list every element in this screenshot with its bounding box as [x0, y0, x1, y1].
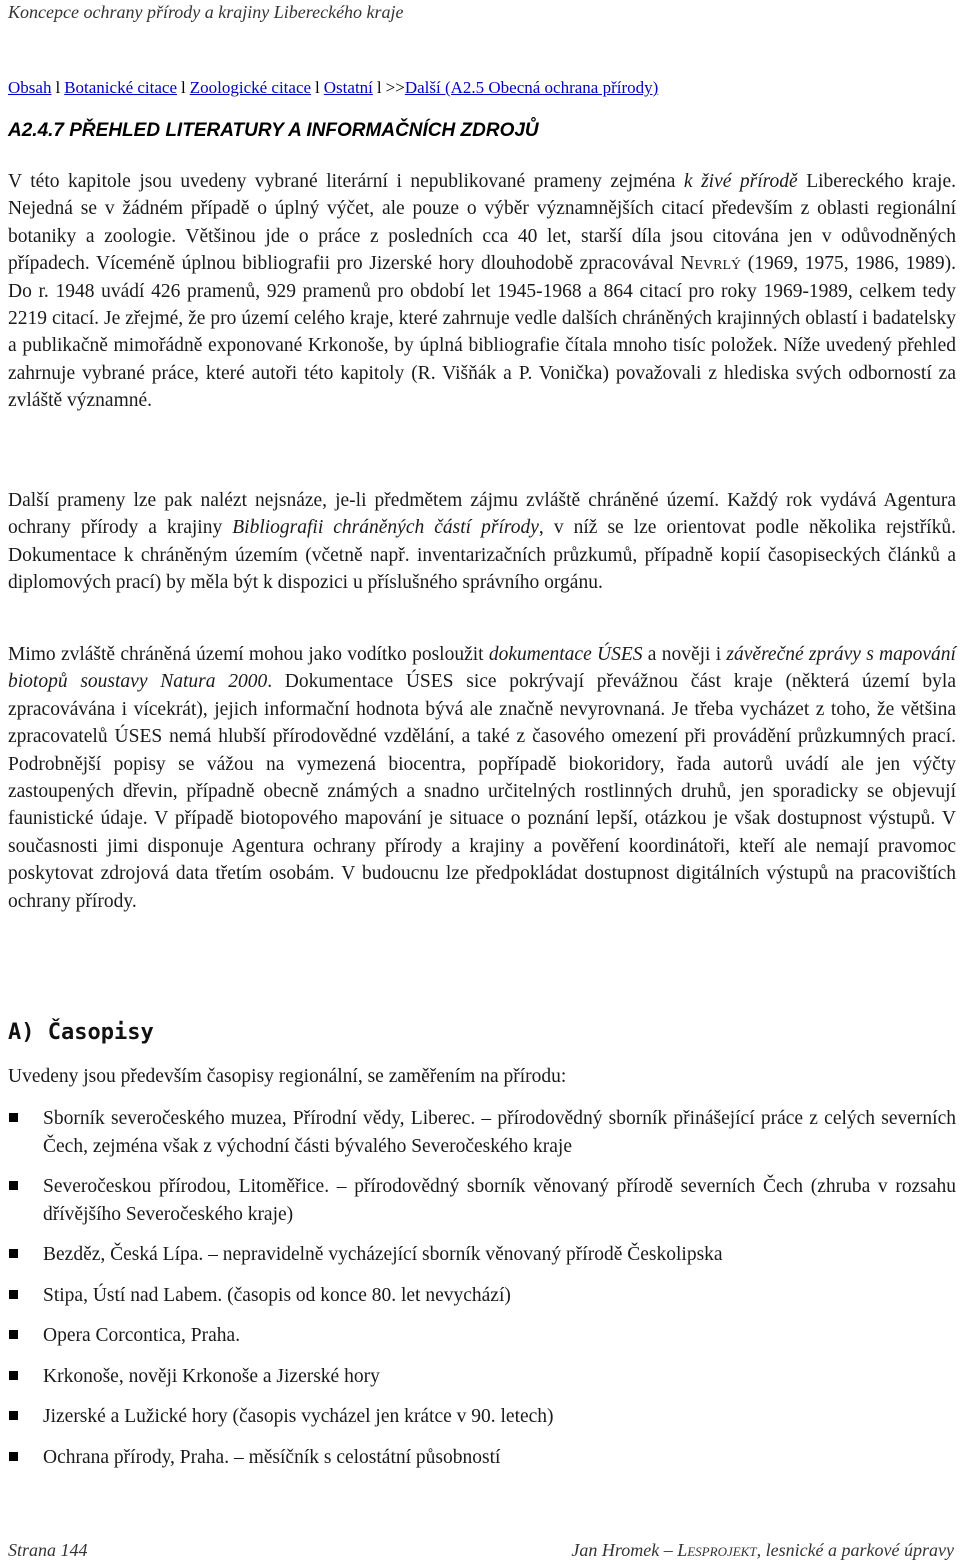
footer-company: Lesprojekt [677, 1540, 757, 1560]
bullet-square-icon [9, 1411, 18, 1420]
list-item-text: Opera Corcontica, Praha. [43, 1325, 241, 1346]
nav-link-other[interactable]: Ostatní [323, 78, 373, 97]
list-item [8, 1322, 956, 1350]
text-emphasis: Bibliografii chráněných částí přírody [232, 517, 539, 539]
journals-list [8, 1105, 956, 1484]
next-arrow: >> [385, 78, 405, 97]
list-item [8, 1363, 956, 1391]
bullet-square-icon [9, 1371, 18, 1380]
list-item [8, 1282, 956, 1310]
subsection-title: A) Časopisy [8, 1020, 154, 1045]
text-run: V této kapitole jsou uvedeny vybrané literární i nepublikované prameny zejména [8, 171, 684, 192]
bullet-square-icon [9, 1181, 18, 1190]
text-emphasis: dokumentace ÚSES [488, 644, 643, 665]
nav-separator: l [376, 78, 382, 97]
list-item [8, 1105, 956, 1160]
paragraph-uses [8, 641, 956, 915]
list-item-text: Stipa, Ústí nad Labem. (časopis od konce 80. let nevychází) [43, 1284, 511, 1306]
author-name: Nevrlý [680, 253, 742, 275]
nav-separator: l [315, 78, 320, 97]
nav-link-botanical-citations[interactable]: Botanické citace [64, 78, 177, 97]
bullet-square-icon [9, 1113, 18, 1122]
list-item-text: Sborník severočeského muzea, Přírodní vědy, Liberec. – přírodovědný sborník přinášející práce z celých severních Čech, zejména však z východní části bývalého Severočeského kraje [43, 1108, 956, 1157]
footer-author-name: Jan Hromek – [571, 1540, 678, 1560]
list-item [8, 1241, 956, 1269]
list-item-text: Krkonoše, nověji Krkonoše a Jizerské hory [43, 1365, 380, 1387]
footer-company-rest: , lesnické a parkové úpravy [756, 1540, 954, 1560]
list-item [8, 1173, 956, 1228]
footer-author [571, 1540, 954, 1561]
list-item [8, 1403, 956, 1431]
nav-link-zoological-citations[interactable]: Zoologické citace [189, 78, 312, 97]
text-emphasis: k živé přírodě [683, 171, 798, 192]
nav-separator: l [181, 78, 186, 97]
bullet-square-icon [9, 1330, 18, 1339]
text-run: , v níž se lze orientovat podle několika rejstříků. Dokumentace k chráněným územím (včetně např. inventarizačních průzkumů, případně kopií časopiseckých článků a diplomových prací) by měla být k dispozici u příslušného správního orgánu. [8, 517, 956, 594]
list-item-text: Severočeskou přírodou, Litoměřice. – přírodovědný sborník věnovaný přírodě severních Čech (zhruba v rozsahu dřívějšího Severočeského kraje) [43, 1176, 956, 1225]
section-title: A2.4.7 PŘEHLED LITERATURY A INFORMAČNÍCH ZDROJŮ [8, 120, 539, 141]
text-run: Další prameny lze pak nalézt nejsnáze, je-li předmětem zájmu zvláště chráněné území. Každý rok vydává Agentura ochrany přírody a krajiny [8, 490, 956, 539]
journals-intro: Uvedeny jsou především časopisy regionální, se zaměřením na přírodu: [8, 1066, 567, 1087]
bullet-square-icon [9, 1290, 18, 1299]
text-run: . Dokumentace ÚSES sice pokrývají převážnou část kraje (některá území byla zpracovávána i vícekrát), jejich informační hodnota bývá ale značně nevyrovnaná. Je třeba vycházet z toho, že většina zpracovatelů ÚSES nemá hlubší přírodovědné vzdělání, a také z časového omezení při provádění průzkumných prací. Podrobnější popisy se vážou na vymezená biocentra, popřípadě biokoridory, řada autorů uvádí ale jen výčty zastoupených dřevin, případně obecně známých a snadno určitelných rostlinných druhů, jen sporadicky se objevují faunistické údaje. V případě biotopového mapování je situace o poznání lepší, otázkou je však dostupnost výstupů. V současnosti jimi disponuje Agentura ochrany přírody a krajiny a pověření koordinátoři, kteří ale nemají pravomoc poskytovat zdrojová data třetím osobám. V budoucnu lze předpokládat dostupnost digitálních výstupů na pracovištích ochrany přírody. [8, 671, 956, 912]
nav-separator: l [55, 78, 61, 97]
text-run: Mimo zvláště chráněná území mohou jako vodítko posloužit [8, 644, 489, 665]
list-item [8, 1444, 956, 1472]
running-header: Koncepce ochrany přírody a krajiny Libereckého kraje [8, 2, 404, 22]
bullet-square-icon [9, 1249, 18, 1258]
text-run: Libereckého kraje. Nejedná se v žádném případě o úplný výčet, ale pouze o výběr významnějších citací především z oblasti regionální botaniky a zoologie. Většinou jde o práce z posledních cca 40 let, starší díla jsou citována jen v odůvodněných případech. Víceméně úplnou bibliografii pro Jizerské hory dlouhodobě zpracovával [8, 171, 956, 275]
list-item-text: Ochrana přírody, Praha. – měsíčník s celostátní působností [43, 1446, 501, 1468]
page-number: Strana 144 [8, 1540, 88, 1560]
paragraph-intro [8, 168, 956, 415]
nav-link-contents[interactable]: Obsah [8, 78, 52, 97]
nav-link-next[interactable]: Další (A2.5 Obecná ochrana přírody) [404, 78, 659, 97]
navigation-bar [8, 78, 658, 98]
list-item-text: Jizerské a Lužické hory (časopis vycházel jen krátce v 90. letech) [43, 1406, 554, 1427]
bullet-square-icon [9, 1452, 18, 1461]
text-run: a nověji i [642, 644, 727, 665]
text-emphasis: závěrečné zprávy s mapování biotopů soustavy Natura 2000 [8, 644, 956, 693]
text-run: (1969, 1975, 1986, 1989). Do r. 1948 uvádí 426 pramenů, 929 pramenů pro období let 1945-1968 a 864 citací pro roky 1969-1989, celkem tedy 2219 citací. Je zřejmé, že pro území celého kraje, které zahrnuje vedle dalších chráněných krajinných oblastí i badatelsky a publikačně mimořádně exponované Krkonoše, by úplná bibliografie čítala mnoho tisíc položek. Níže uvedený přehled zahrnuje vybrané práce, které autoři této kapitoly (R. Višňák a P. Vonička) považovali z hlediska svých odborností za zvláště významné. [8, 253, 956, 412]
list-item-text: Bezděz, Česká Lípa. – nepravidelně vycházející sborník věnovaný přírodě Českolipska [43, 1244, 723, 1265]
paragraph-sources [8, 487, 956, 597]
